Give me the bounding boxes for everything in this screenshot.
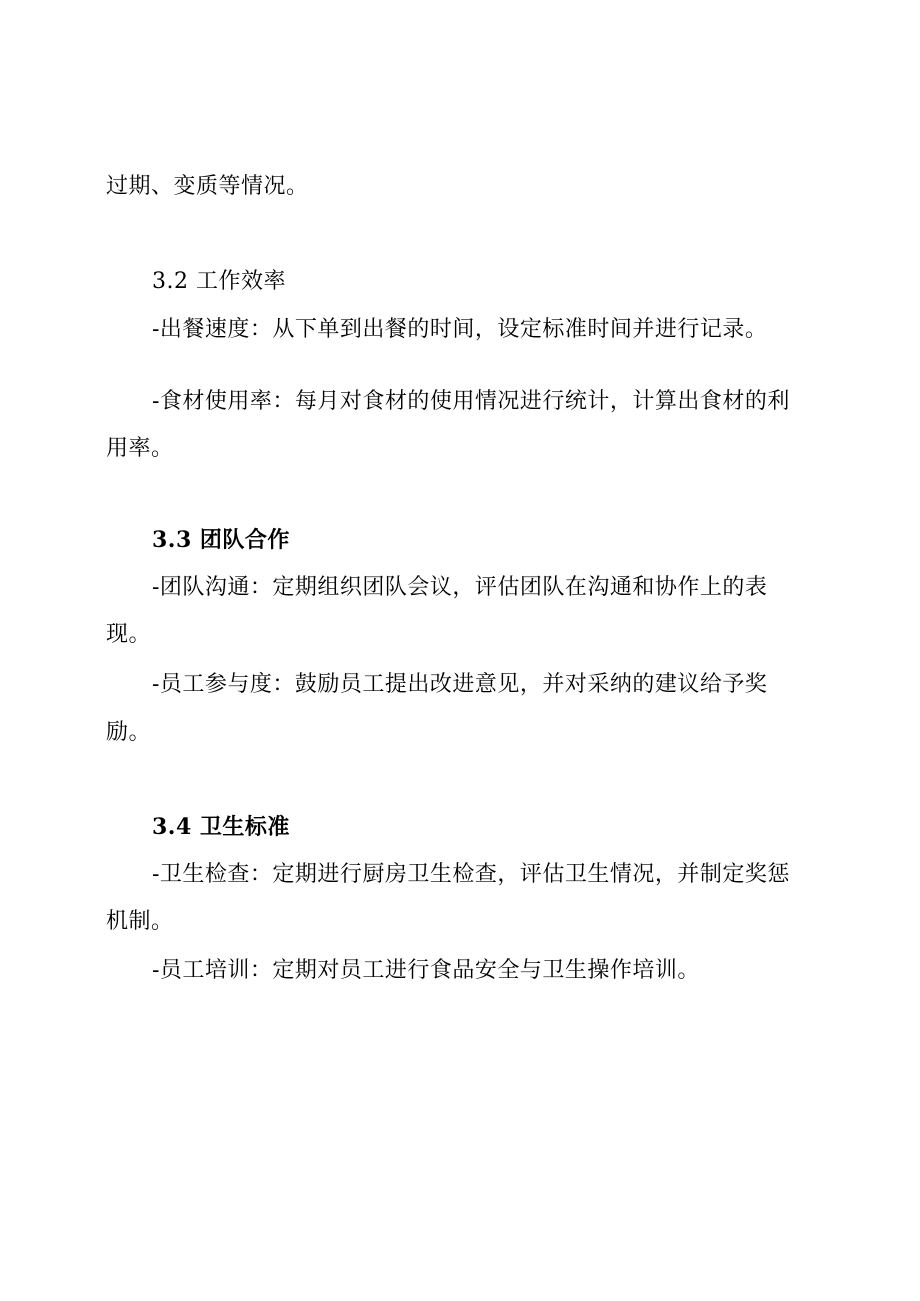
paragraph-ingredient-usage-line-1: -食材使用率：每月对食材的使用情况进行统计，计算出食材的利: [152, 389, 790, 414]
paragraph-employee-participation-line-2: 励。: [106, 720, 152, 745]
paragraph-serving-speed: -出餐速度：从下单到出餐的时间，设定标准时间并进行记录。: [152, 317, 768, 342]
paragraph-hygiene-inspection-line-2: 机制。: [106, 909, 174, 934]
section-heading-3-4: 3.4 卫生标准: [152, 814, 290, 840]
paragraph-employee-participation-line-1: -员工参与度：鼓励员工提出改进意见，并对采纳的建议给予奖: [152, 672, 768, 697]
paragraph-ingredient-usage-line-2: 用率。: [106, 436, 174, 461]
intro-tail-text: 过期、变质等情况。: [106, 174, 309, 199]
section-heading-3-2: 3.2 工作效率: [152, 269, 286, 294]
paragraph-hygiene-inspection-line-1: -卫生检查：定期进行厨房卫生检查，评估卫生情况，并制定奖惩: [152, 862, 790, 887]
paragraph-employee-training: -员工培训：定期对员工进行食品安全与卫生操作培训。: [152, 958, 700, 983]
paragraph-team-communication-line-2: 现。: [106, 622, 152, 647]
section-heading-3-3: 3.3 团队合作: [152, 527, 290, 553]
paragraph-team-communication-line-1: -团队沟通：定期组织团队会议，评估团队在沟通和协作上的表: [152, 575, 768, 600]
